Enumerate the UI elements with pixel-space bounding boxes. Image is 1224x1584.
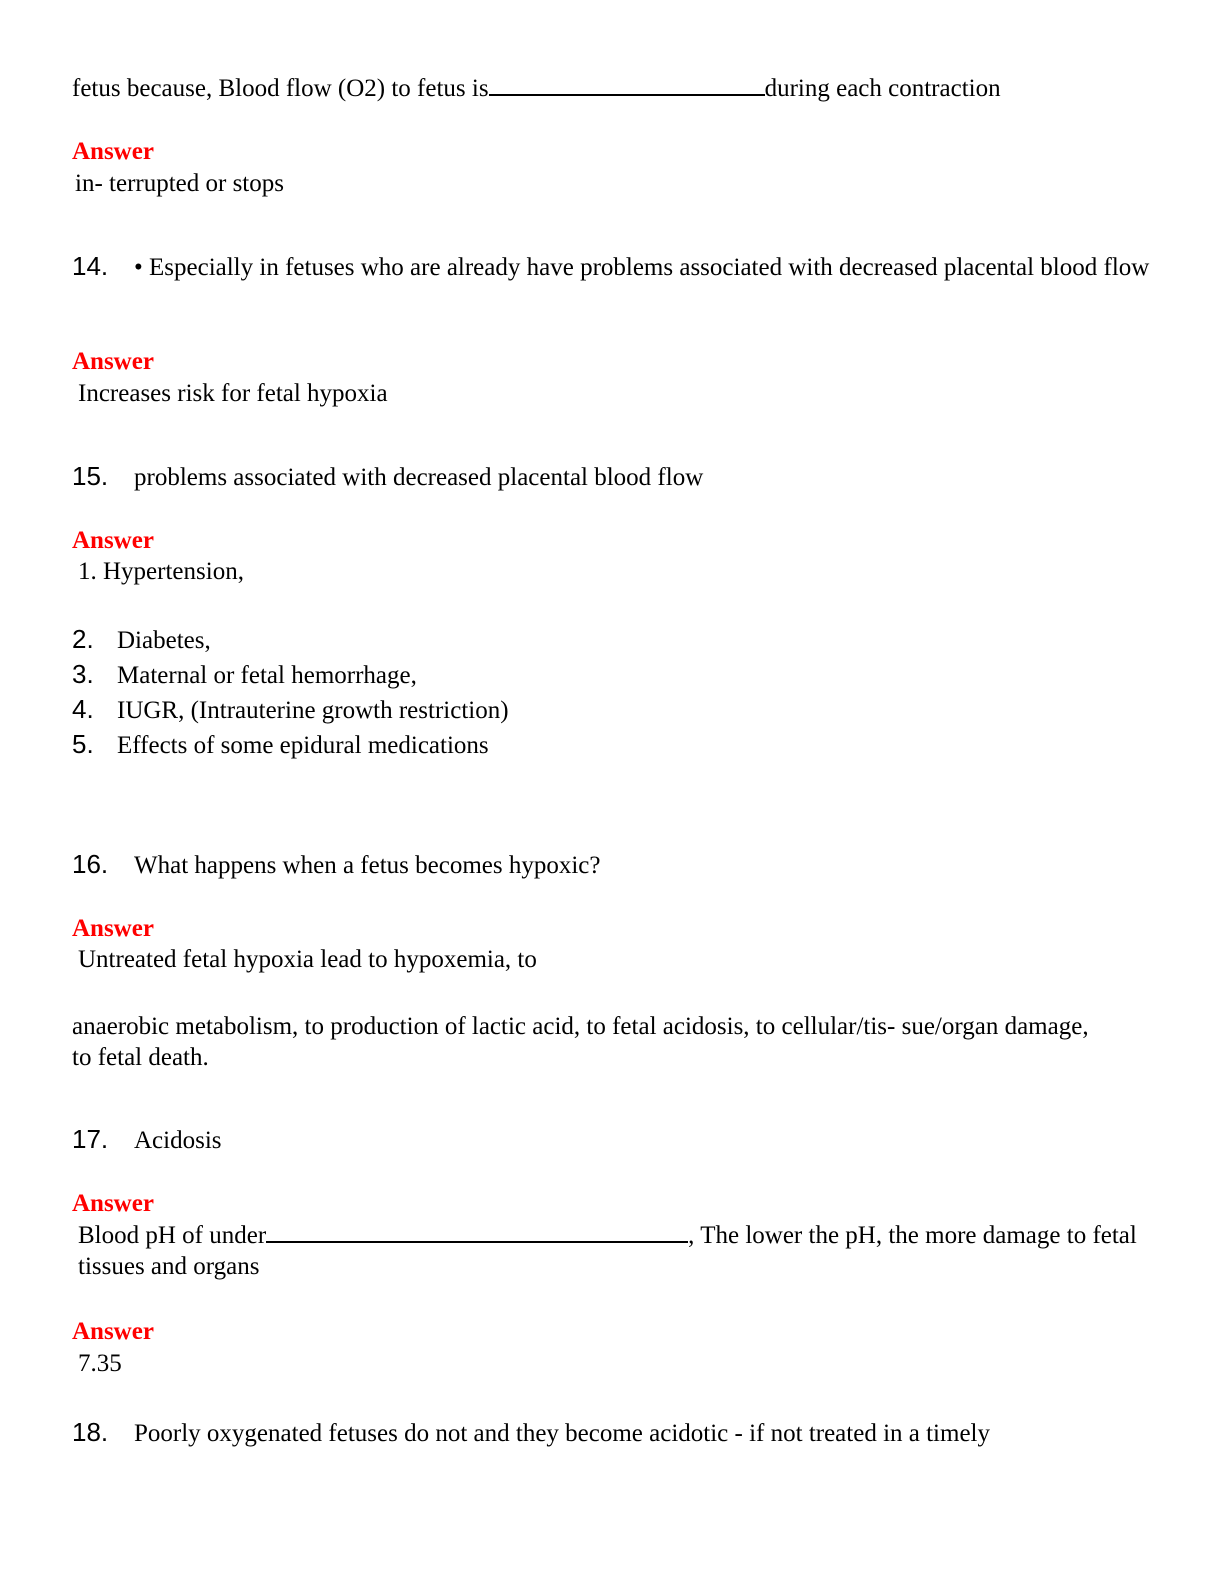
list-text: Effects of some epidural medications (117, 732, 489, 759)
q18-number: 18. (72, 1417, 109, 1447)
list-number: 5. (72, 729, 94, 759)
q17-answer2-label: Answer (72, 1318, 154, 1345)
q16-number: 16. (72, 849, 109, 879)
q13-text-after: during each contraction (764, 75, 1001, 102)
q16-answer-label: Answer (72, 915, 154, 942)
q15-list-item-4 (72, 694, 509, 726)
q17-answer-before: Blood pH of under (78, 1222, 267, 1249)
q13-text (72, 72, 1001, 104)
q15-answer-label: Answer (72, 527, 154, 554)
q16-answer-line-2: anaerobic metabolism, to production of lactic acid, to fetal acidosis, to cellular/tis- sue/organ damage, to fetal death. (72, 1013, 1089, 1071)
q17-answer2: 7.35 (78, 1350, 122, 1377)
q15-list-item-3 (72, 659, 417, 691)
list-number: 2. (72, 624, 94, 654)
q17-number: 17. (72, 1124, 109, 1154)
q13-answer-label: Answer (72, 138, 154, 165)
q15-list-item-2 (72, 624, 211, 656)
q14-question-text: • Especially in fetuses who are already have problems associated with decreased placental blood flow (134, 254, 1150, 281)
q17-answer (78, 1219, 1138, 1282)
q15-question-text: problems associated with decreased placental blood flow (134, 464, 704, 491)
q15-list-item-5 (72, 729, 489, 761)
q15-number: 15. (72, 461, 109, 491)
q13-answer: in- terrupted or stops (75, 170, 284, 197)
q18-question-text: Poorly oxygenated fetuses do not and they become acidotic - if not treated in a timely (134, 1420, 990, 1447)
list-number: 4. (72, 694, 94, 724)
q14-answer-label: Answer (72, 348, 154, 375)
q14-number: 14. (72, 251, 109, 281)
q17-answer-label: Answer (72, 1190, 154, 1217)
q16-question-text: What happens when a fetus becomes hypoxic? (134, 852, 601, 879)
q17-question (72, 1124, 222, 1156)
q15-list-item-1: 1. Hypertension, (78, 558, 244, 585)
q15-question (72, 461, 703, 493)
q14-question (72, 251, 1152, 283)
fill-in-blank (266, 1219, 688, 1243)
q18-question (72, 1417, 990, 1449)
q16-question (72, 849, 601, 881)
q13-text-before: fetus because, Blood flow (O2) to fetus is (72, 75, 489, 102)
list-number: 3. (72, 659, 94, 689)
fill-in-blank (489, 72, 765, 96)
list-text: Maternal or fetal hemorrhage, (117, 662, 417, 689)
list-text: Diabetes, (117, 627, 211, 654)
list-text: IUGR, (Intrauterine growth restriction) (117, 697, 509, 724)
q17-question-text: Acidosis (134, 1127, 222, 1154)
q17-answer-after: , The lower the pH, the more damage to fetal tissues and organs (78, 1222, 1137, 1280)
q14-answer: Increases risk for fetal hypoxia (78, 380, 388, 407)
q16-answer-line-1: Untreated fetal hypoxia lead to hypoxemia, to (78, 946, 537, 973)
